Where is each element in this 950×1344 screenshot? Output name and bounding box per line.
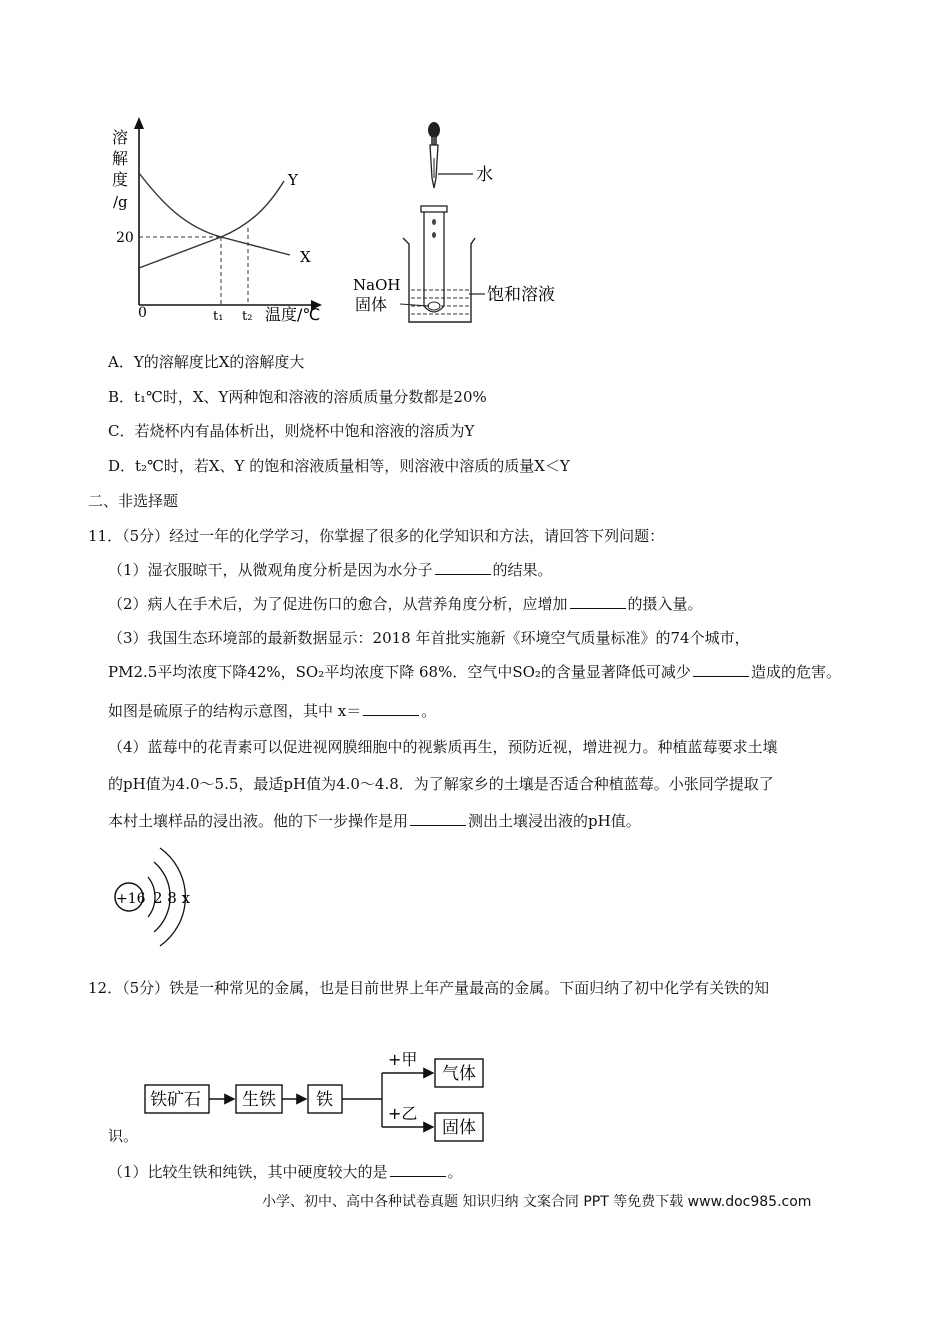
q12-stem-end: 识。 <box>108 1127 139 1145</box>
sulfur-atom-diagram <box>108 842 218 952</box>
y-axis-arrow <box>134 117 144 129</box>
origin-label: 0 <box>138 305 147 321</box>
y-label-4: /g <box>113 193 128 211</box>
solubility-chart <box>100 115 340 330</box>
box-pig-iron-label: 生铁 <box>242 1090 276 1110</box>
t1-label: t₁ <box>213 309 224 324</box>
section-heading: 二、非选择题 <box>88 492 179 510</box>
q11-part3-text-c: 如图是硫原子的结构示意图，其中 x＝ <box>108 702 362 720</box>
answer-blank[interactable] <box>570 594 626 609</box>
q11-part2-text-a: （2）病人在手术后，为了促进伤口的愈合，从营养角度分析，应增加 <box>108 595 568 613</box>
q11-part3-line2 <box>108 662 841 682</box>
curve-x <box>139 173 290 255</box>
box-iron-ore-label: 铁矿石 <box>150 1090 201 1110</box>
box-iron-label: 铁 <box>316 1090 333 1110</box>
test-tube <box>424 212 444 312</box>
y-label-1: 溶 <box>112 128 129 147</box>
y-label-2: 解 <box>112 149 129 168</box>
q11-part3-text-d: 。 <box>421 702 437 720</box>
reagent-a-label: +甲 <box>388 1050 418 1069</box>
answer-blank[interactable] <box>363 701 419 716</box>
q11-part1 <box>108 560 553 580</box>
naoh-solid <box>428 302 440 310</box>
y-tick-20: 20 <box>116 230 134 246</box>
shell-electrons: 2 8 x <box>153 889 191 907</box>
answer-blank[interactable] <box>410 811 466 826</box>
water-label: 水 <box>476 165 493 185</box>
q11-part2-text-b: 的摄入量。 <box>627 595 703 613</box>
beaker-diagram <box>345 118 575 333</box>
test-tube-rim <box>421 206 447 212</box>
q12-part1-text-b: 。 <box>447 1163 463 1181</box>
q11-part4-line1: （4）蓝莓中的花青素可以促进视网膜细胞中的视紫质再生，预防近视，增进视力。种植蓝莓要求土壤 <box>108 738 778 756</box>
page-footer: 小学、初中、高中各种试卷真题 知识归纳 文案合同 PPT 等免费下载 www.doc985.com <box>262 1194 812 1210</box>
q11-part3-line1: （3）我国生态环境部的最新数据显示：2018 年首批实施新《环境空气质量标准》的74个城市， <box>108 629 750 647</box>
nucleus-label: +16 <box>116 891 146 907</box>
q11-part3-text-a: PM2.5平均浓度下降42%，SO₂平均浓度下降 68%．空气中SO₂的含量显著降低可减少 <box>108 663 691 681</box>
solution-label: 饱和溶液 <box>487 285 555 305</box>
q12-part1-text-a: （1）比较生铁和纯铁，其中硬度较大的是 <box>108 1163 388 1181</box>
curve-y-label: Y <box>288 171 298 189</box>
y-label-3: 度 <box>112 170 129 189</box>
reagent-b-label: +乙 <box>388 1104 418 1123</box>
naoh-label: NaOH <box>353 276 401 294</box>
q11-part3-line3 <box>108 701 436 721</box>
dropper-bulb <box>428 122 440 138</box>
q11-part4-line2: 的pH值为4.0～5.5，最适pH值为4.0～4.8．为了解家乡的土壤是否适合种植蓝莓。小张同学提取了 <box>108 775 774 793</box>
q11-part3-text-b: 造成的危害。 <box>750 663 841 681</box>
option-b: B．t₁℃时，X、Y两种饱和溶液的溶质质量分数都是20% <box>108 388 487 406</box>
solid-label: 固体 <box>355 295 388 314</box>
q11-part4-line3 <box>108 811 641 831</box>
answer-blank[interactable] <box>693 662 749 677</box>
box-gas-label: 气体 <box>442 1064 476 1084</box>
q11-part1-text-a: （1）湿衣服晾干，从微观角度分析是因为水分子 <box>108 561 433 579</box>
answer-blank[interactable] <box>390 1162 446 1177</box>
box-solid-label: 固体 <box>442 1118 476 1138</box>
q11-part1-text-b: 的结果。 <box>492 561 553 579</box>
q11-stem: 11．（5分）经过一年的化学学习，你掌握了很多的化学知识和方法，请回答下列问题： <box>88 527 665 545</box>
iron-flowchart <box>140 1043 500 1148</box>
q11-part4-text-a: 本村土壤样品的浸出液。他的下一步操作是用 <box>108 812 409 830</box>
q11-part4-text-b: 测出土壤浸出液的pH值。 <box>468 812 641 830</box>
option-c: C．若烧杯内有晶体析出，则烧杯中饱和溶液的溶质为Y <box>108 422 475 440</box>
beaker <box>403 238 475 322</box>
t2-label: t₂ <box>242 309 253 324</box>
q11-part2 <box>108 594 703 614</box>
x-axis-label: 温度/℃ <box>265 305 321 324</box>
q12-stem: 12．（5分）铁是一种常见的金属，也是目前世界上年产量最高的金属。下面归纳了初中化学有关铁的知 <box>88 979 770 997</box>
option-d: D．t₂℃时，若X、Y 的饱和溶液质量相等，则溶液中溶质的质量X＜Y <box>108 457 570 475</box>
curve-x-label: X <box>300 248 311 266</box>
q12-part1 <box>108 1162 463 1182</box>
answer-blank[interactable] <box>435 560 491 575</box>
curve-y <box>139 181 284 268</box>
option-a: A．Y的溶解度比X的溶解度大 <box>108 353 305 371</box>
dropper-neck <box>431 137 437 145</box>
